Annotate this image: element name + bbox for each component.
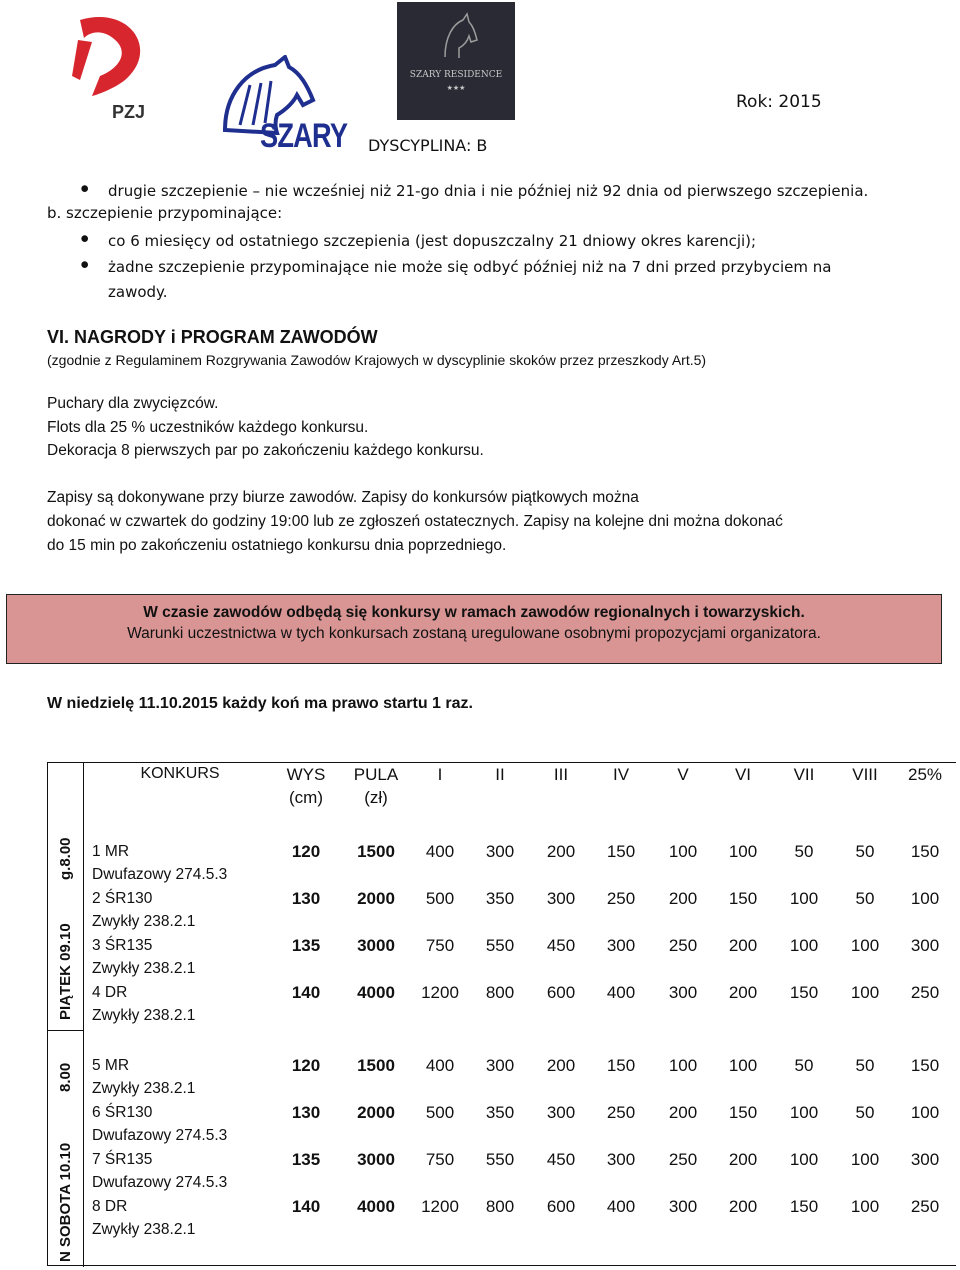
prize-cell: 100	[850, 936, 880, 955]
prize-cell: 300	[485, 842, 515, 861]
year-label: Rok: 2015	[736, 92, 822, 112]
prize-cell: 400	[606, 983, 636, 1002]
event-height: 130	[291, 889, 321, 908]
header-place-3: III	[553, 765, 569, 784]
prize-cell: 400	[425, 842, 455, 861]
event-name: 8 DR	[92, 1198, 128, 1215]
event-name: 2 ŚR130	[92, 890, 153, 907]
prize-cell: 250	[668, 1150, 698, 1169]
header-place-7: VII	[793, 765, 815, 784]
prize-cell: 200	[728, 936, 758, 955]
notice-line-1: W czasie zawodów odbędą się konkursy w ramach zawodów regionalnych i towarzyskich.	[143, 604, 805, 621]
prize-cell: 100	[850, 1150, 880, 1169]
prize-cell: 300	[485, 1056, 515, 1075]
entries-line-2: dokonać w czwartek do godziny 19:00 lub ze zgłoszeń ostatecznych. Zapisy na kolejne dni można dokonać	[47, 513, 783, 530]
vaccination-bullet-1: drugie szczepienie – nie wcześniej niż 21-go dnia i nie później niż 92 dnia od pierwszego szczepienia.	[108, 182, 869, 200]
prize-cell: 50	[794, 1056, 814, 1075]
prize-cell: 400	[606, 1197, 636, 1216]
header-place-6: VI	[734, 765, 752, 784]
event-type: Zwykły 238.2.1	[92, 1221, 196, 1238]
bullet-dot: ●	[80, 256, 90, 273]
prize-cell: 300	[546, 889, 576, 908]
event-height: 120	[291, 1056, 321, 1075]
header-place-1: I	[437, 765, 443, 784]
event-type: Zwykły 238.2.1	[92, 913, 196, 930]
prize-cell: 150	[789, 1197, 819, 1216]
prize-cell: 500	[425, 889, 455, 908]
prize-cell: 800	[485, 1197, 515, 1216]
prize-cell: 100	[789, 889, 819, 908]
prize-cell: 250	[606, 1103, 636, 1122]
event-name: 5 MR	[92, 1057, 130, 1074]
event-pool: 2000	[357, 1103, 395, 1122]
prize-cell: 250	[910, 983, 940, 1002]
prize-cell: 150	[606, 1056, 636, 1075]
prize-cell: 800	[485, 983, 515, 1002]
event-name: 1 MR	[92, 843, 130, 860]
vaccination-bullet-2: co 6 miesięcy od ostatniego szczepienia (jest dopuszczalny 21 dniowy okres karencji);	[108, 232, 757, 250]
event-type: Zwykły 238.2.1	[92, 1007, 196, 1024]
header-pula-line1: PULA	[353, 765, 399, 784]
vaccination-bullet-3-cont: zawody.	[108, 283, 168, 301]
prize-cell: 450	[546, 936, 576, 955]
prize-line-3: Dekoracja 8 pierwszych par po zakończeniu każdego konkursu.	[47, 442, 484, 459]
szary-logo-text: SZARY	[260, 117, 348, 155]
header-wys-line1: WYS	[286, 765, 326, 784]
szary-residence-logo	[397, 2, 515, 120]
prize-cell: 100	[728, 1056, 758, 1075]
sunday-note: W niedzielę 11.10.2015 każdy koń ma prawo startu 1 raz.	[47, 695, 473, 712]
prize-cell: 150	[910, 842, 940, 861]
prize-cell: 100	[668, 1056, 698, 1075]
prize-cell: 150	[728, 1103, 758, 1122]
prize-cell: 50	[855, 842, 875, 861]
event-type: Zwykły 238.2.1	[92, 960, 196, 977]
header-place-5: V	[677, 765, 689, 784]
prize-cell: 100	[789, 1103, 819, 1122]
prize-cell: 50	[855, 1103, 875, 1122]
prize-cell: 550	[485, 1150, 515, 1169]
prize-cell: 250	[910, 1197, 940, 1216]
prize-cell: 100	[910, 1103, 940, 1122]
section-subtitle: (zgodnie z Regulaminem Rozgrywania Zawodów Krajowych w dyscyplinie skoków przez przeszkody Art.5)	[47, 352, 707, 368]
prize-cell: 200	[728, 983, 758, 1002]
event-pool: 4000	[357, 1197, 395, 1216]
residence-logo-text: SZARY RESIDENCE	[409, 70, 503, 80]
prize-cell: 200	[546, 842, 576, 861]
prize-cell: 300	[668, 1197, 698, 1216]
prize-cell: 600	[546, 1197, 576, 1216]
prize-cell: 50	[855, 1056, 875, 1075]
event-pool: 1500	[357, 842, 395, 861]
prize-cell: 50	[794, 842, 814, 861]
prize-cell: 50	[855, 889, 875, 908]
prize-line-1: Puchary dla zwycięzców.	[47, 395, 219, 412]
notice-line-2: Warunki uczestnictwa w tych konkursach zostaną uregulowane osobnymi propozycjami organizatora.	[127, 625, 821, 642]
prize-cell: 200	[728, 1150, 758, 1169]
prize-cell: 450	[546, 1150, 576, 1169]
prize-cell: 200	[546, 1056, 576, 1075]
event-name: 3 ŚR135	[92, 937, 153, 954]
entries-line-3: do 15 min po zakończeniu ostatniego konkursu dnia poprzedniego.	[47, 537, 507, 554]
header-pula-line2: (zł)	[364, 788, 388, 807]
header-konkurs: KONKURS	[140, 765, 220, 782]
event-pool: 3000	[357, 1150, 395, 1169]
section-title: VI. NAGRODY i PROGRAM ZAWODÓW	[47, 327, 378, 347]
event-pool: 2000	[357, 889, 395, 908]
discipline-label: DYSCYPLINA: B	[368, 136, 488, 155]
notice-box	[6, 594, 942, 664]
prize-cell: 300	[668, 983, 698, 1002]
prize-cell: 200	[728, 1197, 758, 1216]
header-wys	[276, 765, 336, 808]
header-place-25pct: 25%	[907, 765, 943, 784]
residence-horse-icon	[397, 2, 515, 72]
prize-cell: 200	[668, 1103, 698, 1122]
event-type: Dwufazowy 274.5.3	[92, 866, 228, 883]
prize-cell: 600	[546, 983, 576, 1002]
prize-cell: 300	[910, 936, 940, 955]
entries-line-1: Zapisy są dokonywane przy biurze zawodów. Zapisy do konkursów piątkowych można	[47, 489, 639, 506]
bullet-dot: ●	[80, 180, 90, 197]
bullet-dot: ●	[80, 230, 90, 247]
prize-cell: 750	[425, 1150, 455, 1169]
header-place-2: II	[495, 765, 505, 784]
day-label-saturday: N SOBOTA 10.10	[57, 1142, 74, 1262]
prize-cell: 300	[910, 1150, 940, 1169]
prize-cell: 500	[425, 1103, 455, 1122]
prize-cell: 1200	[421, 1197, 459, 1216]
prize-cell: 250	[606, 889, 636, 908]
prize-cell: 100	[789, 1150, 819, 1169]
prize-cell: 100	[668, 842, 698, 861]
event-height: 135	[291, 936, 321, 955]
day-time-friday: g.8.00	[57, 837, 74, 880]
prize-cell: 300	[546, 1103, 576, 1122]
event-height: 135	[291, 1150, 321, 1169]
header-place-8: VIII	[852, 765, 878, 784]
prize-cell: 350	[485, 889, 515, 908]
prize-cell: 300	[606, 936, 636, 955]
prize-cell: 350	[485, 1103, 515, 1122]
day-label-friday: PIĄTEK 09.10	[57, 923, 74, 1020]
prize-cell: 200	[668, 889, 698, 908]
event-pool: 1500	[357, 1056, 395, 1075]
prize-cell: 100	[910, 889, 940, 908]
event-type: Zwykły 238.2.1	[92, 1080, 196, 1097]
event-type: Dwufazowy 274.5.3	[92, 1127, 228, 1144]
event-type: Dwufazowy 274.5.3	[92, 1174, 228, 1191]
prize-cell: 300	[606, 1150, 636, 1169]
event-name: 7 ŚR135	[92, 1151, 153, 1168]
prize-cell: 150	[606, 842, 636, 861]
prize-cell: 750	[425, 936, 455, 955]
event-height: 140	[291, 983, 321, 1002]
header-pula	[346, 765, 406, 808]
pzj-logo	[70, 10, 160, 130]
day-time-saturday: 8.00	[57, 1062, 74, 1092]
prize-cell: 100	[850, 983, 880, 1002]
prize-cell: 150	[728, 889, 758, 908]
event-height: 120	[291, 842, 321, 861]
vaccination-sub-b: b. szczepienie przypominające:	[47, 204, 283, 222]
header-wys-line2: (cm)	[289, 788, 323, 807]
prize-cell: 550	[485, 936, 515, 955]
residence-stars: ★★★	[446, 85, 466, 92]
prize-cell: 100	[850, 1197, 880, 1216]
header-place-4: IV	[612, 765, 630, 784]
pzj-logo-text: PZJ	[112, 102, 146, 122]
prize-cell: 400	[425, 1056, 455, 1075]
prize-cell: 250	[668, 936, 698, 955]
vaccination-bullet-3: żadne szczepienie przypominające nie może się odbyć później niż na 7 dni przed przybyciem na	[108, 258, 832, 276]
event-name: 4 DR	[92, 984, 128, 1001]
event-pool: 4000	[357, 983, 395, 1002]
prize-cell: 100	[728, 842, 758, 861]
event-height: 130	[291, 1103, 321, 1122]
event-pool: 3000	[357, 936, 395, 955]
event-name: 6 ŚR130	[92, 1104, 153, 1121]
prize-line-2: Flots dla 25 % uczestników każdego konkursu.	[47, 419, 369, 436]
event-height: 140	[291, 1197, 321, 1216]
prize-cell: 150	[910, 1056, 940, 1075]
prize-cell: 100	[789, 936, 819, 955]
szary-logo	[205, 55, 350, 160]
prize-cell: 1200	[421, 983, 459, 1002]
prize-cell: 150	[789, 983, 819, 1002]
